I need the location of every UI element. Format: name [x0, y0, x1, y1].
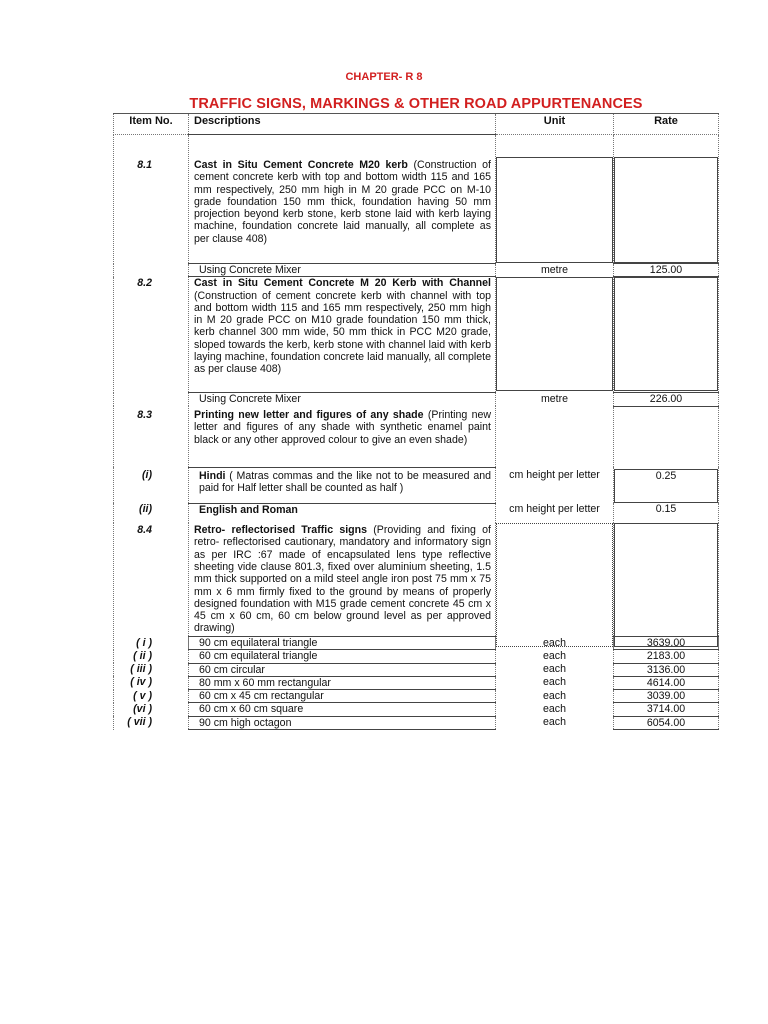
item-rate: 3639.00: [614, 637, 719, 650]
item-number: 8.3: [114, 406, 189, 467]
item-number: 8.2: [114, 277, 189, 393]
item-body: (Construction of cement concrete kerb with channel with top and bottom width 115 and 165 mm respectively, 250 mm high in M 20 grade PCC on M10 grade foundation 150 mm thick, kerb channel 300 mm wide, 50 mm thick in PCC M20 grade, sloped towards the kerb, kerb stone with channel laid with kerb laying machine, foundation concrete laid manually, all complete as per clause 408): [194, 289, 491, 376]
item-heading: Hindi: [199, 469, 226, 482]
rates-table: [113, 113, 719, 648]
item-unit: each: [496, 716, 614, 729]
item-unit: each: [496, 663, 614, 676]
item-body: (Construction of cement concrete kerb with top and bottom width 115 and 165 mm respectively, 250 mm high in M 20 grade PCC on M-10 grade foundation 150 mm thick, foundation having 50 mm projection beyond kerb stone, kerb stone laid with kerb laying machine, foundation concrete laid manually, all complete as per clause 408): [194, 159, 491, 245]
item-rate: 125.00: [614, 264, 719, 277]
table-row: [114, 406, 719, 467]
table-row: [114, 676, 719, 689]
table-row: [114, 650, 719, 663]
item-body: (Printing new letter and figures of any shade with synthetic enamel paint black or any other approved colour to give an even shade): [194, 409, 492, 446]
header-rate: Rate: [614, 114, 719, 135]
item-rate: 3039.00: [614, 690, 719, 703]
item-number: ( i ): [114, 637, 189, 650]
item-description: 90 cm high octagon: [189, 716, 496, 729]
item-unit: cm height per letter: [496, 503, 614, 523]
item-rate: 6054.00: [614, 716, 719, 729]
item-description: 80 mm x 60 mm rectangular: [189, 676, 496, 689]
item-number: 8.4: [114, 523, 189, 648]
item-rate: 3136.00: [614, 663, 719, 676]
table-row: [114, 663, 719, 676]
header-item-no: Item No.: [114, 114, 189, 135]
item-unit: each: [496, 637, 614, 650]
item-heading: Retro- reflectorised Traffic signs: [194, 524, 368, 537]
item-number: ( v ): [114, 690, 189, 703]
item-number: (ii): [114, 503, 189, 523]
item-sub-description: Using Concrete Mixer: [189, 393, 496, 406]
item-heading: Cast in Situ Cement Concrete M20 kerb: [194, 159, 408, 171]
item-unit: each: [496, 650, 614, 663]
item-rate: 4614.00: [614, 676, 719, 689]
table-row: [114, 135, 719, 264]
item-unit: metre: [496, 264, 614, 277]
header-unit: Unit: [496, 114, 614, 135]
item-heading: Cast in Situ Cement Concrete M 20 Kerb with Channel: [194, 277, 491, 290]
header-descriptions: Descriptions: [189, 114, 496, 135]
item-number: ( ii ): [114, 650, 189, 663]
table-row: [114, 523, 719, 648]
item-rate: 226.00: [614, 393, 719, 406]
signs-table: [113, 636, 719, 730]
item-heading: Printing new letter and figures of any shade: [194, 409, 424, 422]
item-unit: each: [496, 676, 614, 689]
item-description: 90 cm equilateral triangle: [189, 637, 496, 650]
item-body: (Providing and fixing of retro- reflectorised cautionary, mandatory and informatory sign as per IRC :67 made of encapsulated lens type reflective sheeting vide clause 801.3, fixed over aluminium sheeting, 1.5 mm thick supported on a mild steel angle iron post 75 mm x 75 mm x 6 mm firmly fixed to the ground by means of properly designed foundation with M15 grade cement concrete 45 cm x 45 cm x 60 cm, 60 cm below ground level as per approved drawing): [194, 524, 491, 635]
item-description: 60 cm equilateral triangle: [189, 650, 496, 663]
item-description: 60 cm circular: [189, 663, 496, 676]
item-description: [189, 406, 496, 467]
item-body: ( Matras commas and the like not to be measured and paid for Half letter shall be counted as half ): [199, 469, 491, 494]
table-row: [114, 503, 719, 523]
item-number: (i): [114, 467, 189, 503]
item-description: 60 cm x 60 cm square: [189, 703, 496, 716]
item-rate: 0.25: [614, 469, 718, 503]
table-row: [114, 393, 719, 406]
table-row: [114, 716, 719, 729]
table-row: [114, 467, 719, 503]
item-description: [189, 503, 496, 523]
item-sub-description: Using Concrete Mixer: [189, 264, 496, 277]
table-row: [114, 703, 719, 716]
item-description: [189, 523, 496, 648]
page-title: TRAFFIC SIGNS, MARKINGS & OTHER ROAD APPURTENANCES: [189, 96, 643, 112]
item-heading: English and Roman: [199, 503, 298, 516]
item-description: 60 cm x 45 cm rectangular: [189, 690, 496, 703]
table-row: [114, 264, 719, 277]
item-unit: each: [496, 690, 614, 703]
item-unit: metre: [496, 393, 614, 406]
item-number: ( iv ): [114, 676, 189, 689]
item-description: [189, 467, 496, 503]
item-unit: cm height per letter: [496, 467, 614, 503]
item-number: ( iii ): [114, 663, 189, 676]
item-number: (vi ): [114, 703, 189, 716]
chapter-heading: CHAPTER- R 8: [345, 71, 423, 83]
item-description: [189, 277, 496, 393]
item-number: 8.1: [114, 135, 189, 264]
table-row: [114, 277, 719, 393]
table-row: [114, 690, 719, 703]
item-description: [189, 135, 496, 264]
item-rate: 3714.00: [614, 703, 719, 716]
item-unit: each: [496, 703, 614, 716]
item-rate: 2183.00: [614, 650, 719, 663]
table-header: [114, 114, 719, 135]
item-number: ( vii ): [114, 716, 189, 729]
table-row: [114, 637, 719, 650]
item-rate: 0.15: [614, 503, 719, 523]
